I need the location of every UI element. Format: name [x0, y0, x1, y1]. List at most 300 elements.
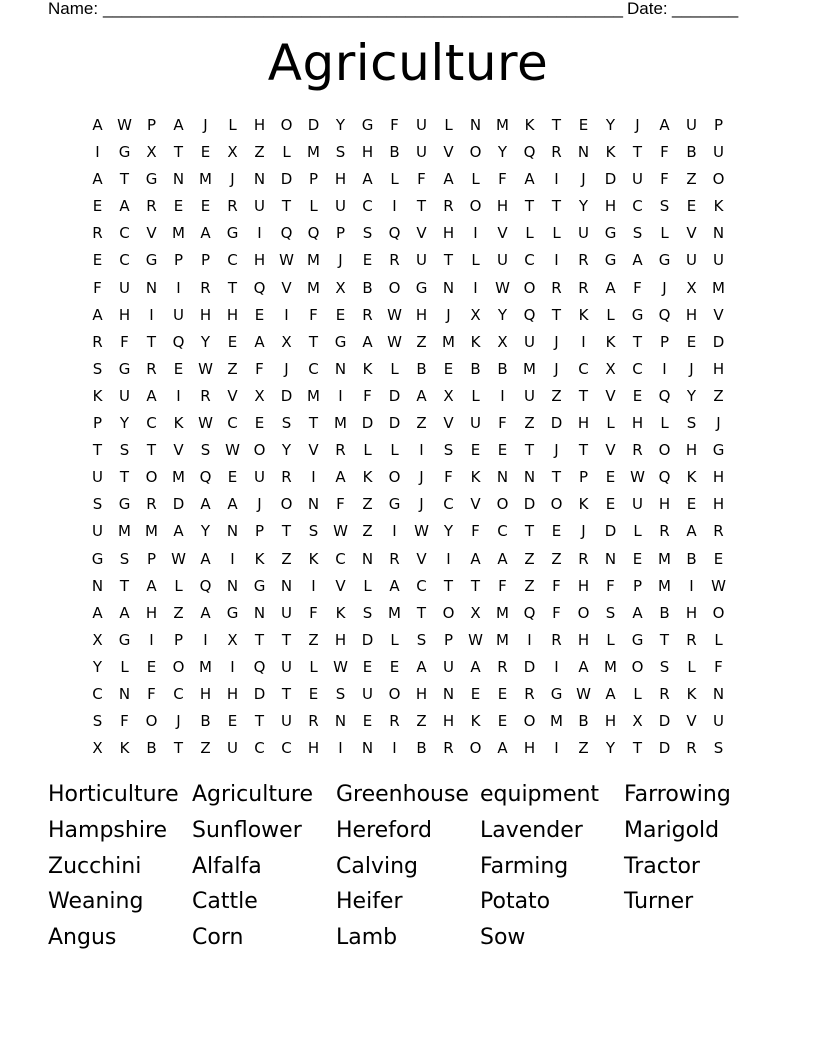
word-bank-item: Potato: [480, 889, 551, 915]
grid-letter: T: [524, 197, 535, 216]
grid-letter: K: [605, 332, 616, 351]
grid-letter: V: [173, 441, 184, 460]
grid-letter: A: [416, 657, 427, 676]
word-bank-item: Weaning: [48, 889, 144, 915]
word-bank-item: Lamb: [336, 925, 398, 951]
grid-letter: I: [392, 197, 397, 216]
grid-letter: S: [119, 549, 130, 568]
grid-letter: F: [471, 522, 480, 541]
grid-letter: R: [443, 197, 454, 216]
grid-letter: G: [118, 143, 131, 162]
grid-letter: M: [712, 278, 725, 297]
grid-letter: N: [253, 170, 266, 189]
word-bank-item: Angus: [48, 925, 117, 951]
grid-letter: N: [253, 603, 266, 622]
grid-letter: J: [635, 116, 640, 134]
grid-letter: R: [146, 359, 157, 378]
grid-letter: H: [226, 305, 239, 324]
grid-letter: R: [524, 684, 535, 703]
grid-letter: Z: [713, 386, 724, 405]
grid-letter: T: [254, 712, 265, 731]
grid-row: [84, 139, 732, 166]
grid-letter: U: [92, 468, 103, 487]
grid-letter: U: [686, 251, 697, 270]
grid-letter: T: [281, 630, 292, 649]
grid-letter: P: [200, 251, 211, 270]
grid-letter: Z: [551, 549, 562, 568]
grid-letter: R: [389, 251, 400, 270]
grid-letter: T: [416, 603, 427, 622]
grid-letter: U: [173, 305, 184, 324]
grid-letter: I: [473, 224, 478, 243]
grid-letter: J: [581, 170, 586, 189]
grid-letter: E: [173, 359, 184, 378]
grid-letter: O: [469, 197, 482, 216]
grid-letter: Y: [200, 522, 211, 541]
grid-letter: N: [226, 522, 239, 541]
word-bank-item: Heifer: [336, 889, 403, 915]
grid-letter: H: [577, 630, 590, 649]
word-bank-item: Cattle: [192, 889, 258, 915]
grid-letter: O: [442, 603, 455, 622]
grid-letter: R: [92, 224, 103, 243]
grid-letter: I: [446, 549, 451, 568]
grid-letter: L: [363, 576, 372, 595]
grid-letter: I: [581, 332, 586, 351]
grid-letter: E: [443, 359, 454, 378]
grid-letter: U: [470, 414, 481, 433]
grid-letter: I: [554, 170, 559, 189]
grid-letter: T: [146, 332, 157, 351]
grid-letter: M: [307, 143, 320, 162]
grid-letter: N: [496, 468, 509, 487]
grid-letter: P: [146, 116, 157, 134]
grid-letter: A: [92, 603, 103, 622]
grid-letter: G: [145, 170, 158, 189]
grid-letter: D: [523, 495, 536, 514]
grid-letter: Q: [523, 143, 536, 162]
grid-letter: I: [689, 576, 694, 595]
grid-letter: H: [334, 170, 347, 189]
grid-letter: U: [443, 657, 454, 676]
grid-letter: S: [686, 414, 697, 433]
grid-letter: G: [118, 359, 131, 378]
grid-letter: J: [257, 495, 262, 514]
grid-letter: G: [712, 441, 725, 460]
grid-letter: I: [149, 630, 154, 649]
grid-letter: T: [173, 739, 184, 758]
grid-letter: V: [443, 143, 454, 162]
grid-letter: B: [200, 712, 211, 731]
grid-letter: L: [471, 386, 480, 405]
grid-letter: M: [496, 630, 509, 649]
grid-letter: H: [658, 495, 671, 514]
grid-letter: L: [309, 197, 318, 216]
grid-letter: A: [92, 305, 103, 324]
grid-letter: E: [173, 197, 184, 216]
grid-letter: Y: [92, 657, 103, 676]
grid-letter: T: [281, 684, 292, 703]
grid-letter: T: [308, 414, 319, 433]
grid-letter: L: [714, 630, 723, 649]
grid-letter: S: [92, 359, 103, 378]
grid-letter: S: [200, 441, 211, 460]
grid-letter: A: [470, 549, 481, 568]
grid-letter: I: [149, 305, 154, 324]
grid-letter: U: [416, 116, 427, 134]
grid-letter: H: [118, 305, 131, 324]
grid-letter: R: [713, 522, 724, 541]
grid-letter: V: [686, 224, 697, 243]
grid-row: [84, 573, 732, 600]
grid-letter: C: [443, 495, 454, 514]
grid-letter: M: [496, 603, 509, 622]
grid-letter: O: [658, 441, 671, 460]
grid-letter: M: [172, 224, 185, 243]
grid-row: [84, 464, 732, 491]
grid-row: [84, 329, 732, 356]
grid-letter: U: [335, 197, 346, 216]
grid-letter: X: [470, 305, 481, 324]
grid-letter: A: [200, 549, 211, 568]
grid-letter: C: [254, 739, 265, 758]
grid-letter: H: [631, 414, 644, 433]
grid-letter: R: [389, 712, 400, 731]
grid-letter: L: [660, 414, 669, 433]
grid-letter: M: [604, 657, 617, 676]
grid-letter: E: [254, 414, 265, 433]
grid-letter: X: [146, 143, 157, 162]
grid-row: [84, 437, 732, 464]
grid-letter: S: [92, 712, 103, 731]
grid-letter: K: [173, 414, 184, 433]
grid-letter: I: [554, 657, 559, 676]
grid-letter: W: [576, 684, 591, 703]
grid-letter: E: [92, 251, 103, 270]
grid-letter: B: [389, 143, 400, 162]
grid-letter: Q: [658, 305, 671, 324]
header-row: [48, 0, 748, 21]
grid-letter: Z: [362, 495, 373, 514]
grid-letter: W: [387, 305, 402, 324]
grid-letter: V: [686, 712, 697, 731]
grid-letter: X: [92, 630, 103, 649]
grid-letter: N: [442, 684, 455, 703]
grid-letter: A: [92, 170, 103, 189]
grid-letter: W: [198, 414, 213, 433]
grid-letter: O: [172, 657, 185, 676]
grid-row: [84, 491, 732, 518]
grid-letter: X: [281, 332, 292, 351]
grid-letter: D: [361, 630, 374, 649]
grid-letter: E: [497, 712, 508, 731]
grid-letter: W: [171, 549, 186, 568]
grid-letter: E: [227, 712, 238, 731]
grid-letter: S: [281, 414, 292, 433]
grid-letter: M: [658, 576, 671, 595]
grid-letter: O: [280, 495, 293, 514]
grid-letter: R: [227, 197, 238, 216]
word-bank-item: Calving: [336, 853, 418, 879]
grid-letter: L: [390, 359, 399, 378]
grid-letter: J: [554, 332, 559, 351]
grid-letter: R: [146, 495, 157, 514]
grid-letter: C: [632, 197, 643, 216]
grid-letter: S: [713, 739, 724, 758]
grid-letter: L: [309, 657, 318, 676]
grid-letter: H: [577, 414, 590, 433]
grid-row: [84, 220, 732, 247]
grid-letter: L: [282, 143, 291, 162]
grid-letter: Q: [199, 576, 212, 595]
grid-letter: F: [444, 468, 453, 487]
grid-letter: Y: [605, 739, 616, 758]
grid-letter: J: [554, 359, 559, 378]
grid-letter: T: [551, 197, 562, 216]
grid-letter: O: [388, 278, 401, 297]
grid-row: [84, 247, 732, 274]
grid-letter: S: [119, 441, 130, 460]
grid-letter: V: [443, 414, 454, 433]
grid-letter: Z: [416, 332, 427, 351]
grid-letter: R: [146, 197, 157, 216]
grid-letter: I: [176, 386, 181, 405]
grid-letter: E: [686, 495, 697, 514]
grid-letter: P: [632, 576, 643, 595]
grid-letter: Q: [253, 278, 266, 297]
grid-letter: H: [712, 359, 725, 378]
grid-letter: M: [388, 603, 401, 622]
grid-letter: X: [443, 386, 454, 405]
grid-letter: M: [307, 251, 320, 270]
grid-letter: N: [172, 170, 185, 189]
grid-letter: C: [281, 739, 292, 758]
grid-letter: R: [578, 251, 589, 270]
grid-letter: C: [416, 576, 427, 595]
grid-letter: T: [92, 441, 103, 460]
grid-letter: E: [92, 197, 103, 216]
grid-letter: O: [550, 495, 563, 514]
grid-letter: M: [307, 278, 320, 297]
grid-letter: L: [633, 522, 642, 541]
grid-letter: A: [173, 522, 184, 541]
grid-letter: R: [659, 684, 670, 703]
grid-letter: E: [605, 495, 616, 514]
grid-letter: G: [631, 305, 644, 324]
grid-letter: G: [550, 684, 563, 703]
grid-letter: C: [578, 359, 589, 378]
grid-letter: I: [176, 278, 181, 297]
grid-letter: W: [198, 359, 213, 378]
grid-letter: I: [311, 468, 316, 487]
grid-letter: C: [524, 251, 535, 270]
grid-letter: R: [389, 549, 400, 568]
grid-letter: R: [551, 143, 562, 162]
grid-letter: T: [173, 143, 184, 162]
grid-letter: A: [362, 332, 373, 351]
grid-letter: N: [145, 278, 158, 297]
grid-letter: K: [713, 197, 724, 216]
grid-letter: H: [685, 603, 698, 622]
grid-letter: O: [388, 468, 401, 487]
grid-letter: K: [92, 386, 103, 405]
grid-letter: K: [578, 305, 589, 324]
grid-letter: N: [712, 684, 725, 703]
grid-letter: L: [606, 630, 615, 649]
grid-letter: T: [119, 576, 130, 595]
grid-letter: O: [523, 278, 536, 297]
grid-letter: O: [388, 684, 401, 703]
grid-letter: G: [334, 332, 347, 351]
grid-letter: T: [632, 143, 643, 162]
grid-letter: T: [281, 197, 292, 216]
grid-letter: E: [686, 197, 697, 216]
grid-letter: A: [632, 603, 643, 622]
grid-letter: D: [604, 170, 617, 189]
grid-letter: U: [686, 116, 697, 134]
grid-letter: F: [552, 576, 561, 595]
grid-letter: D: [280, 386, 293, 405]
grid-row: [84, 112, 732, 139]
grid-letter: G: [631, 630, 644, 649]
grid-letter: U: [281, 603, 292, 622]
grid-letter: I: [473, 278, 478, 297]
grid-letter: L: [444, 116, 453, 134]
grid-letter: L: [390, 441, 399, 460]
grid-letter: J: [338, 251, 343, 270]
grid-letter: E: [200, 143, 211, 162]
grid-letter: F: [93, 278, 102, 297]
grid-letter: S: [362, 603, 373, 622]
grid-letter: R: [92, 332, 103, 351]
grid-letter: I: [554, 739, 559, 758]
grid-letter: L: [471, 170, 480, 189]
grid-letter: N: [577, 143, 590, 162]
grid-letter: M: [658, 549, 671, 568]
grid-letter: Q: [388, 224, 401, 243]
grid-letter: W: [225, 441, 240, 460]
grid-letter: A: [362, 170, 373, 189]
word-bank-item: Horticulture: [48, 782, 179, 807]
grid-letter: E: [470, 684, 481, 703]
grid-row: [84, 166, 732, 193]
grid-letter: V: [713, 305, 724, 324]
grid-letter: P: [254, 522, 265, 541]
grid-letter: V: [605, 386, 616, 405]
grid-letter: S: [362, 224, 373, 243]
grid-letter: I: [392, 739, 397, 758]
grid-letter: U: [632, 495, 643, 514]
grid-letter: M: [523, 359, 536, 378]
grid-letter: C: [497, 522, 508, 541]
grid-letter: U: [713, 143, 724, 162]
grid-letter: F: [120, 712, 129, 731]
grid-letter: A: [92, 116, 103, 134]
grid-letter: E: [578, 116, 589, 134]
grid-letter: J: [176, 712, 181, 731]
grid-letter: Z: [524, 576, 535, 595]
grid-letter: A: [200, 495, 211, 514]
grid-letter: G: [604, 224, 617, 243]
grid-letter: M: [199, 657, 212, 676]
grid-letter: N: [523, 468, 536, 487]
grid-letter: I: [257, 224, 262, 243]
grid-letter: H: [712, 495, 725, 514]
date-label: Date:: [627, 0, 668, 18]
grid-letter: W: [630, 468, 645, 487]
grid-letter: K: [470, 332, 481, 351]
grid-letter: P: [335, 224, 346, 243]
grid-letter: E: [497, 441, 508, 460]
grid-letter: P: [443, 630, 454, 649]
grid-row: [84, 383, 732, 410]
grid-letter: X: [92, 739, 103, 758]
grid-letter: R: [578, 278, 589, 297]
grid-letter: G: [388, 495, 401, 514]
grid-letter: H: [253, 116, 266, 134]
grid-letter: W: [333, 522, 348, 541]
grid-row: [84, 518, 732, 545]
grid-letter: Q: [199, 468, 212, 487]
grid-letter: B: [416, 739, 427, 758]
grid-letter: R: [362, 305, 373, 324]
grid-letter: L: [228, 116, 237, 134]
grid-letter: C: [632, 359, 643, 378]
grid-letter: A: [686, 522, 697, 541]
grid-letter: C: [119, 224, 130, 243]
grid-letter: H: [361, 143, 374, 162]
grid-letter: G: [361, 116, 374, 134]
grid-letter: F: [309, 305, 318, 324]
grid-letter: V: [416, 549, 427, 568]
grid-letter: R: [686, 630, 697, 649]
grid-letter: H: [334, 630, 347, 649]
grid-letter: C: [227, 414, 238, 433]
grid-letter: O: [469, 739, 482, 758]
grid-letter: Z: [173, 603, 184, 622]
grid-letter: R: [659, 522, 670, 541]
grid-letter: X: [632, 712, 643, 731]
grid-letter: O: [631, 657, 644, 676]
grid-letter: I: [338, 386, 343, 405]
grid-letter: M: [334, 414, 347, 433]
grid-letter: Z: [200, 739, 211, 758]
grid-letter: N: [334, 359, 347, 378]
name-label: Name:: [48, 0, 99, 18]
grid-letter: R: [443, 739, 454, 758]
grid-letter: U: [713, 712, 724, 731]
grid-letter: B: [146, 739, 157, 758]
grid-letter: Q: [280, 224, 293, 243]
grid-letter: H: [145, 603, 158, 622]
word-bank-item: Lavender: [480, 817, 583, 843]
grid-letter: U: [119, 278, 130, 297]
grid-letter: E: [551, 522, 562, 541]
grid-letter: N: [469, 116, 482, 134]
grid-letter: Y: [119, 414, 130, 433]
grid-letter: W: [495, 278, 510, 297]
grid-letter: Z: [227, 359, 238, 378]
grid-letter: Y: [443, 522, 454, 541]
grid-letter: R: [578, 549, 589, 568]
grid-letter: G: [118, 630, 131, 649]
grid-letter: W: [414, 522, 429, 541]
grid-letter: S: [659, 657, 670, 676]
grid-letter: R: [200, 278, 211, 297]
grid-letter: P: [578, 468, 589, 487]
grid-letter: O: [145, 712, 158, 731]
grid-letter: K: [578, 495, 589, 514]
